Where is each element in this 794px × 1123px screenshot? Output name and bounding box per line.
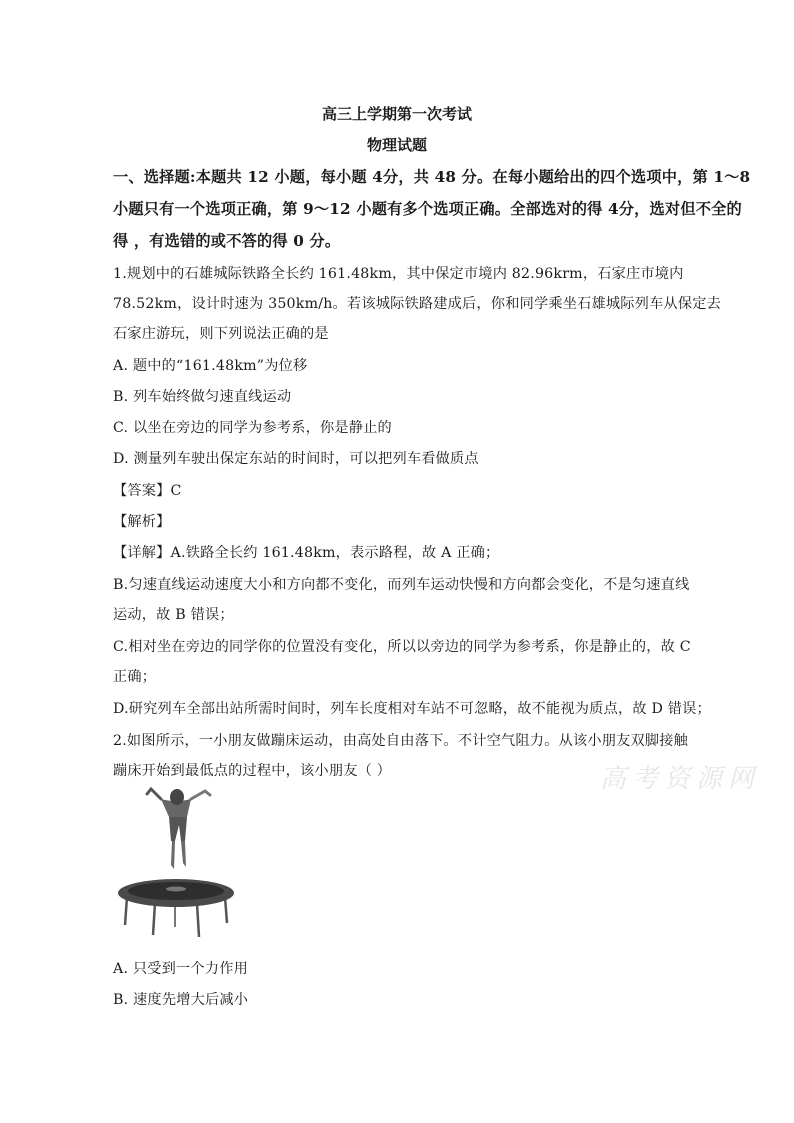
q1-option-c: C. 以坐在旁边的同学为参考系，你是静止的 [113, 420, 392, 436]
q2-stem-line-1: 2.如图所示，一小朋友做蹦床运动，由高处自由落下。不计空气阻力。从该小朋友双脚接触 [113, 733, 689, 749]
q1-stem-line-3: 石家庄游玩，则下列说法正确的是 [113, 326, 329, 342]
q1-detail-c-line-2: 正确； [113, 669, 157, 685]
q1-stem-line-1: 1.规划中的石雄城际铁路全长约 161.48km，其中保定市境内 82.96krm，石家庄市境内 [113, 266, 684, 282]
q2-option-a: A. 只受到一个力作用 [113, 961, 248, 977]
trampoline [118, 879, 234, 937]
q2-option-b: B. 速度先增大后减小 [113, 992, 249, 1008]
trampoline-figure [113, 785, 238, 945]
q1-analysis-heading: 【解析】 [113, 514, 171, 530]
section-instructions-line-2: 小题只有一个选项正确，第 9～12 小题有多个选项正确。全部选对的得 4分，选对但不全的 [113, 200, 742, 218]
exam-subtitle: 物理试题 [366, 136, 427, 154]
child-figure [147, 789, 210, 869]
q1-detail-d: D.研究列车全部出站所需时间时，列车长度相对车站不可忽略，故不能视为质点，故 D 错误； [113, 701, 711, 717]
q1-detail-b-line-2: 运动，故 B 错误； [113, 607, 234, 623]
q1-detail-c-line-1: C.相对坐在旁边的同学你的位置没有变化，所以以旁边的同学为参考系，你是静止的，故 C [113, 639, 691, 655]
q1-option-a: A. 题中的“161.48km”为位移 [113, 358, 308, 374]
q1-detail-a: 【详解】A.铁路全长约 161.48km，表示路程，故 A 正确； [113, 545, 500, 561]
q1-answer: 【答案】C [113, 483, 182, 499]
section-instructions-line-3: 得 ，有选错的或不答的得 0 分。 [113, 232, 341, 250]
q1-stem-line-2: 78.52km，设计时速为 350km/h。若该城际铁路建成后，你和同学乘坐石雄城际列车从保定去 [113, 296, 722, 312]
q2-stem-line-2: 蹦床开始到最低点的过程中，该小朋友（ ） [113, 763, 392, 779]
q1-option-d: D. 测量列车驶出保定东站的时间时，可以把列车看做质点 [113, 451, 479, 467]
q1-detail-b-line-1: B.匀速直线运动速度大小和方向都不变化，而列车运动快慢和方向都会变化，不是匀速直线 [113, 577, 690, 593]
watermark-text: 高考资源网 [600, 764, 761, 794]
section-instructions-line-1: 一、选择题:本题共 12 小题，每小题 4分，共 48 分。在每小题给出的四个选项中，第 1～8 [113, 168, 751, 186]
q1-option-b: B. 列车始终做匀速直线运动 [113, 389, 292, 405]
exam-title: 高三上学期第一次考试 [321, 105, 472, 123]
